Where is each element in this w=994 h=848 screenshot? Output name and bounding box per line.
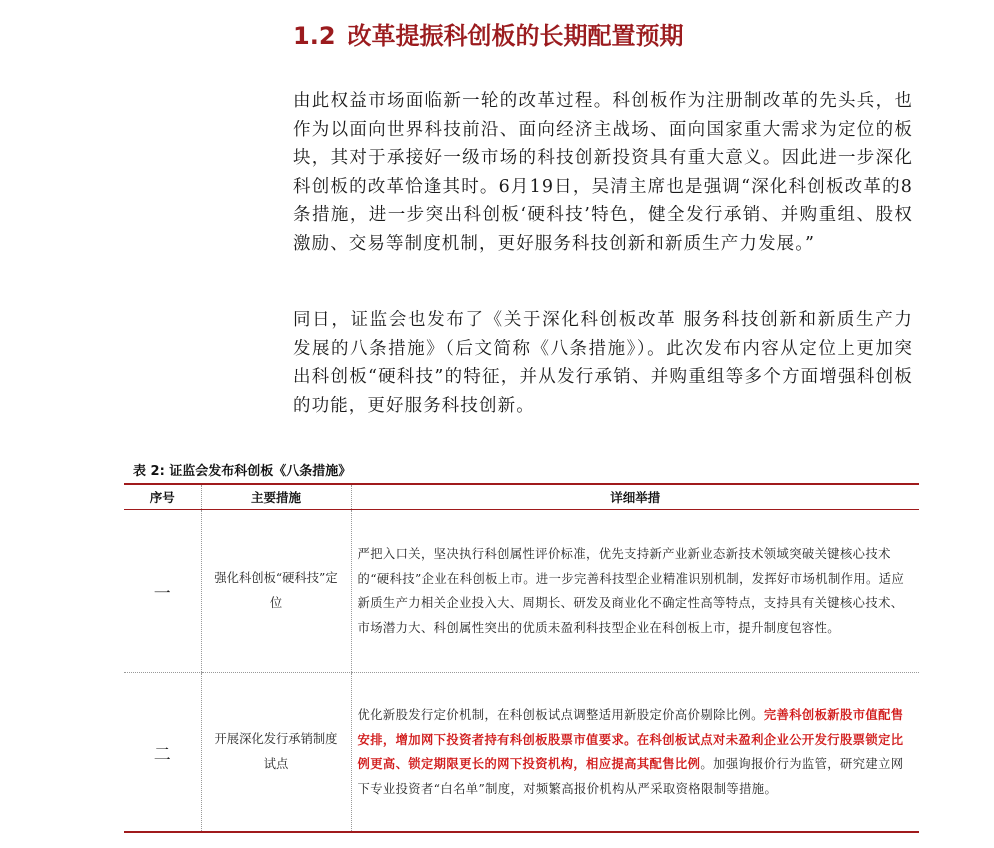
header-no: 序号	[124, 485, 201, 510]
row-detail	[351, 673, 919, 832]
section-heading	[293, 16, 684, 51]
section-number: 1.2	[293, 22, 336, 50]
table-header-row	[124, 485, 919, 510]
header-measure: 主要措施	[201, 485, 351, 510]
table-row	[124, 673, 919, 832]
paragraph-reform-process: 由此权益市场面临新一轮的改革过程。科创板作为注册制改革的先头兵，也作为以面向世界科技前沿、面向经济主战场、面向国家重大需求为定位的板块，其对于承接好一级市场的科技创新投资具有重大意义。因此进一步深化科创板的改革恰逢其时。6月19日，吴清主席也是强调“深化科创板改革的8条措施，进一步突出科创板‘硬科技’特色，健全发行承销、并购重组、股权激励、交易等制度机制，更好服务科技创新和新质生产力发展。”	[293, 91, 913, 254]
detail-text-continued: 。加强询报价行为监管，研究建立网下专业投资者“白名单”制度，对频繁高报价机构从严采取资格限制等措施。	[357, 757, 904, 796]
paragraph-eight-measures: 同日，证监会也发布了《关于深化科创板改革 服务科技创新和新质生产力发展的八条措施》（后文简称《八条措施》）。此次发布内容从定位上更加突出科创板“硬科技”的特征，并从发行承销、并购重组等多个方面增强科创板的功能，更好服务科技创新。	[293, 310, 913, 416]
row-number: 一	[124, 510, 201, 673]
detail-text: 优化新股发行定价机制，在科创板试点调整适用新股定价高价剔除比例。	[357, 708, 764, 722]
table-caption: 表 2: 证监会发布科创板《八条措施》	[133, 464, 352, 479]
detail-highlight: 完善科创板新股市值配售安排，增加网下投资者持有科创板股票市值要求。在科创板试点对未盈利企业公开发行股票锁定比例更高、锁定期限更长的网下投资机构，相应提高其配售比例	[357, 707, 904, 771]
row-number: 二	[153, 744, 171, 765]
section-title: 改革提振科创板的长期配置预期	[347, 22, 684, 50]
row-detail: 严把入口关，坚决执行科创属性评价标准，优先支持新产业新业态新技术领域突破关键核心技术的“硬科技”企业在科创板上市。进一步完善科技型企业精准识别机制，发挥好市场机制作用。适应新质生产力相关企业投入大、周期长、研发及商业化不确定性高等特点，支持具有关键核心技术、市场潜力大、科创属性突出的优质未盈利科技型企业在科创板上市，提升制度包容性。	[351, 510, 919, 673]
header-detail: 详细举措	[351, 485, 919, 510]
row-measure: 开展深化发行承销制度试点	[201, 673, 351, 832]
measures-table	[124, 483, 919, 833]
table-row	[124, 510, 919, 673]
row-measure: 强化科创板“硬科技”定位	[201, 510, 351, 673]
